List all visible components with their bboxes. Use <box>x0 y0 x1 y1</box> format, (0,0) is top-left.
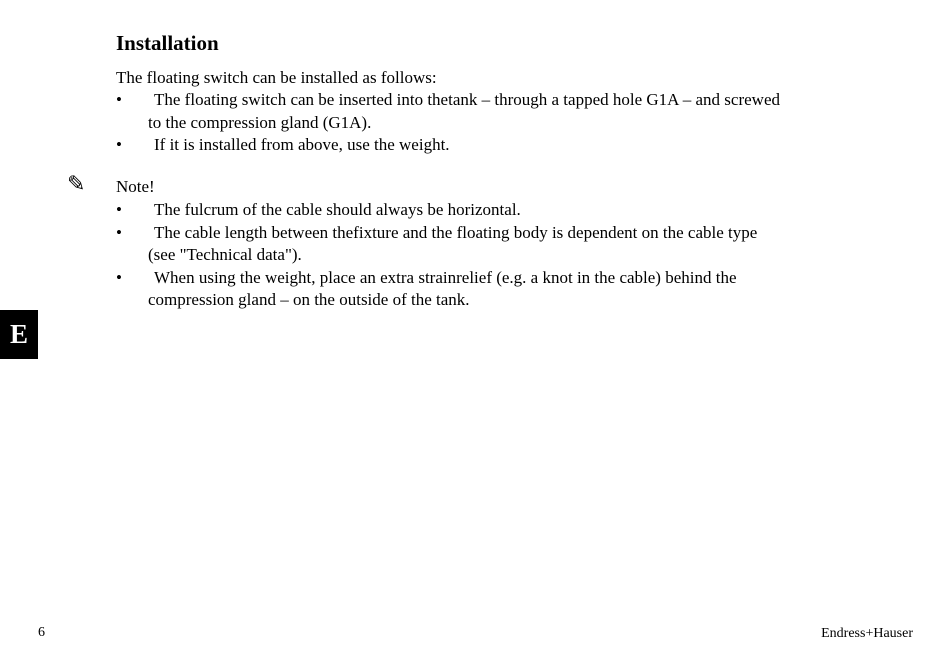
installation-list <box>116 89 780 157</box>
list-item-line: to the compression gland (G1A). <box>148 112 372 132</box>
list-item-line: The cable length between thefixture and the floating body is dependent on the cable type <box>154 222 758 242</box>
bullet-icon: • <box>116 135 122 154</box>
list-item-line: If it is installed from above, use the weight. <box>154 135 450 154</box>
list-item-line: compression gland – on the outside of the tank. <box>148 290 470 309</box>
list-item <box>116 199 757 222</box>
pencil-note-icon: ✎ <box>67 172 86 197</box>
list-item-line: The fulcrum of the cable should always be horizontal. <box>154 200 521 219</box>
note-list <box>116 199 757 312</box>
intro-text: The floating switch can be installed as follows: <box>116 68 437 87</box>
list-item <box>116 267 757 312</box>
list-item-line: The floating switch can be inserted into thetank – through a tapped hole G1A – and screwed <box>154 90 780 109</box>
bullet-icon: • <box>116 200 122 219</box>
language-tab-label: E <box>9 319 28 349</box>
bullet-icon: • <box>116 90 122 109</box>
bullet-icon: • <box>116 222 122 242</box>
section-heading: Installation <box>116 31 219 55</box>
language-tab <box>0 310 38 359</box>
page-number: 6 <box>38 625 45 640</box>
brand-name: Endress+Hauser <box>821 626 913 641</box>
list-item <box>116 134 780 157</box>
list-item <box>116 222 757 267</box>
note-label: Note! <box>116 177 155 196</box>
bullet-icon: • <box>116 267 122 287</box>
list-item-line: (see "Technical data"). <box>148 245 302 264</box>
list-item-line: When using the weight, place an extra strainrelief (e.g. a knot in the cable) behind the <box>154 267 737 287</box>
list-item <box>116 89 780 134</box>
